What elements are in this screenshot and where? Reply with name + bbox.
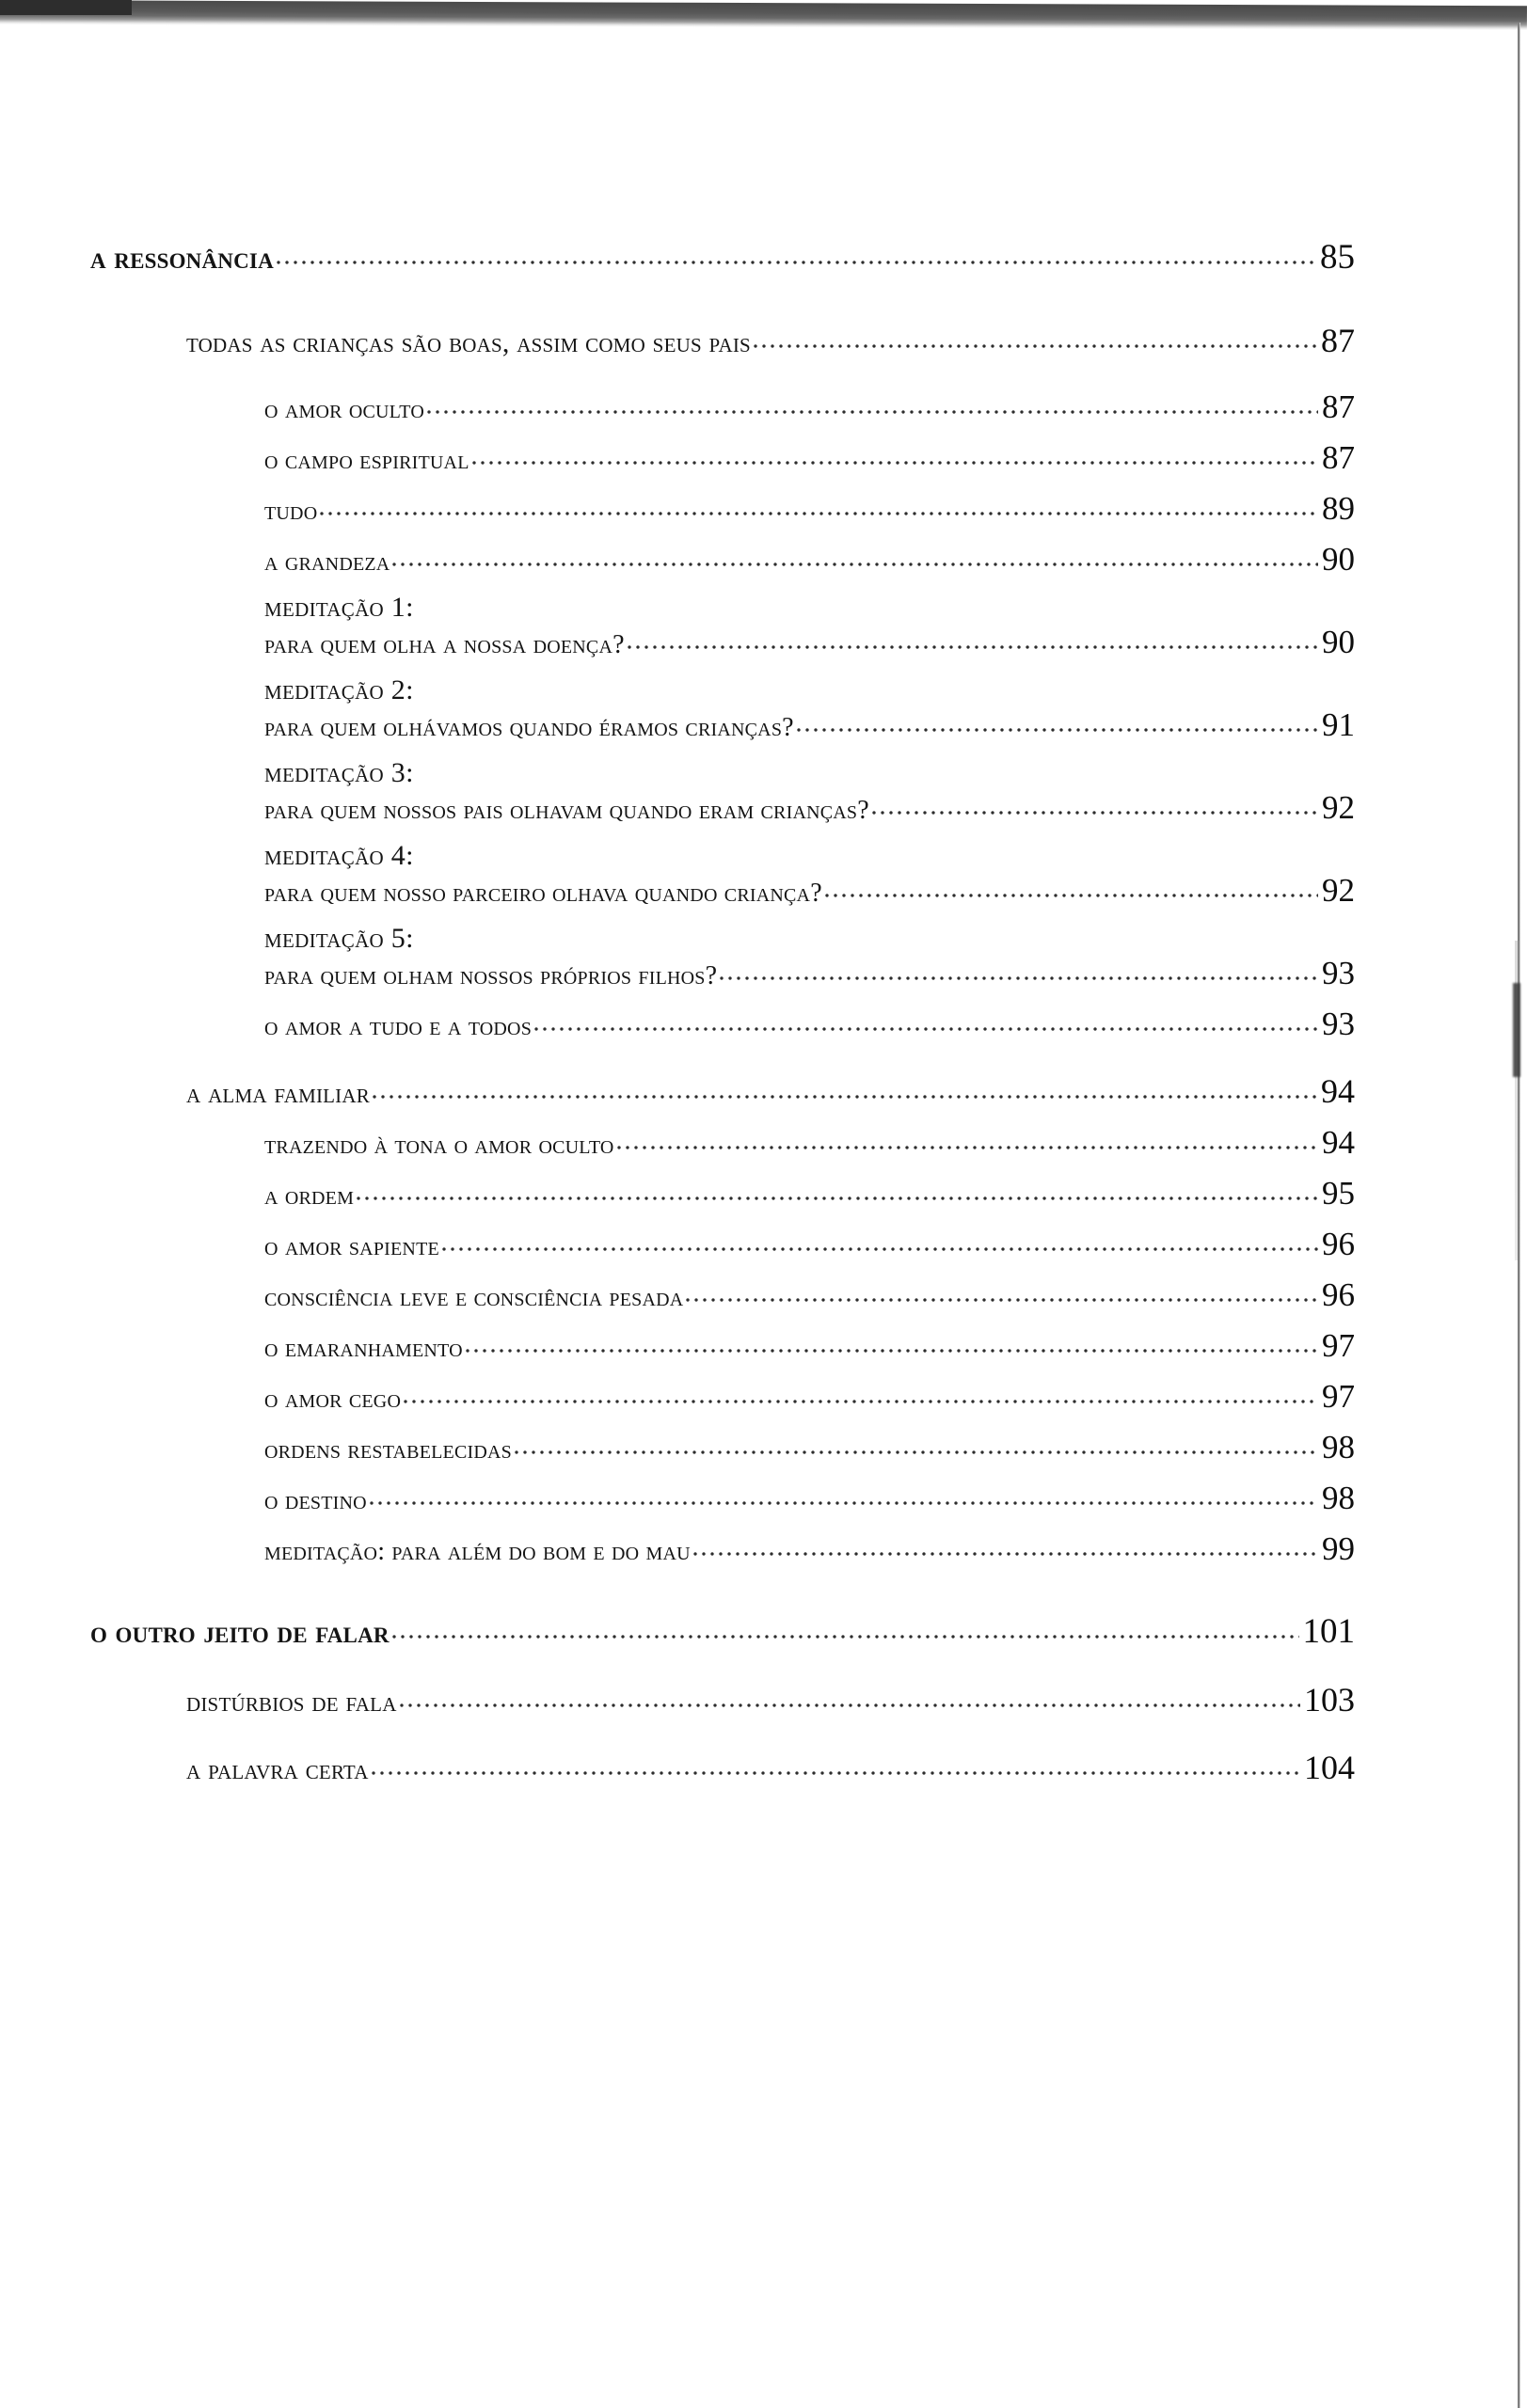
- toc-entry-title: a alma familiar: [186, 1078, 370, 1109]
- dot-leader: [392, 555, 1318, 570]
- toc-entry-title: o outro jeito de falar: [90, 1616, 390, 1650]
- dot-leader: [392, 1627, 1299, 1642]
- toc-page-number: 92: [1322, 872, 1355, 909]
- dot-leader: [357, 1189, 1318, 1204]
- toc-row-spacer: [0, 992, 1527, 1006]
- dot-leader: [720, 969, 1318, 984]
- toc-row-spacer: [0, 1466, 1527, 1480]
- toc-row-spacer: [0, 744, 1527, 757]
- toc-page-number: 98: [1322, 1429, 1355, 1465]
- toc-entry-title: trazendo à tona o amor oculto: [264, 1131, 614, 1160]
- toc-entry-subtitle: para quem olham nossos próprios filhos?: [264, 961, 718, 990]
- toc-page-number: 101: [1302, 1612, 1355, 1651]
- toc-entry[interactable]: [0, 1429, 1527, 1466]
- toc-entry-title: o amor cego: [264, 1385, 402, 1414]
- toc-entry-title: o amor oculto: [264, 395, 424, 424]
- toc-row-spacer: [0, 1111, 1527, 1124]
- toc-row-spacer: [0, 1263, 1527, 1276]
- toc-entry[interactable]: [0, 1226, 1527, 1263]
- dot-leader: [370, 1494, 1318, 1509]
- toc-entry-title: a grandeza: [264, 547, 390, 577]
- dot-leader: [466, 1341, 1318, 1356]
- toc-page-number: 90: [1322, 624, 1355, 660]
- toc-row-spacer: [0, 1314, 1527, 1327]
- toc-entry[interactable]: [0, 541, 1527, 578]
- toc-entry-title: meditação 5:: [264, 923, 414, 954]
- toc-page-number: 87: [1321, 322, 1355, 359]
- toc-entry-title: a ordem: [264, 1181, 355, 1211]
- dot-leader: [825, 886, 1318, 901]
- dot-leader: [373, 1087, 1317, 1102]
- toc-entry-title: o emaranhamento: [264, 1334, 463, 1363]
- toc-entry-label[interactable]: [0, 757, 1527, 789]
- toc-page-number: 94: [1321, 1072, 1355, 1110]
- toc-page-number: 92: [1322, 789, 1355, 826]
- toc-entry-title: a palavra certa: [186, 1754, 369, 1785]
- toc-entry[interactable]: [0, 624, 1527, 661]
- dot-leader: [404, 1392, 1318, 1407]
- dot-leader: [797, 721, 1318, 736]
- toc-page-number: 87: [1322, 388, 1355, 425]
- toc-page-number: 93: [1322, 1006, 1355, 1042]
- toc-entry-title: o destino: [264, 1486, 367, 1515]
- toc-row-spacer: [0, 426, 1527, 439]
- toc-row-spacer: [0, 1568, 1527, 1611]
- toc-entry-title: distúrbios de fala: [186, 1687, 397, 1718]
- toc-row-spacer: [0, 827, 1527, 840]
- scanner-top-corner-shadow: [0, 0, 132, 15]
- toc-page-number: 98: [1322, 1480, 1355, 1516]
- toc-entry[interactable]: [0, 388, 1527, 426]
- table-of-contents: [0, 237, 1527, 1787]
- dot-leader: [693, 1545, 1318, 1560]
- toc-row-spacer: [0, 360, 1527, 388]
- dot-leader: [320, 504, 1318, 519]
- toc-entry-label[interactable]: [0, 674, 1527, 706]
- toc-entry-title: meditação 2:: [264, 674, 414, 705]
- toc-entry-title: o amor a tudo e a todos: [264, 1012, 533, 1041]
- toc-entry[interactable]: [0, 1378, 1527, 1416]
- dot-leader: [534, 1020, 1318, 1035]
- toc-row-spacer: [0, 1416, 1527, 1429]
- dot-leader: [872, 803, 1318, 818]
- toc-row-spacer: [0, 528, 1527, 541]
- dot-leader: [617, 1138, 1318, 1153]
- toc-entry-subtitle: para quem olha a nossa doença?: [264, 630, 625, 659]
- dot-leader: [628, 638, 1318, 653]
- toc-page-number: 93: [1322, 955, 1355, 991]
- toc-entry[interactable]: [0, 321, 1527, 360]
- toc-row-spacer: [0, 1043, 1527, 1071]
- dot-leader: [442, 1240, 1318, 1255]
- dot-leader: [427, 403, 1318, 418]
- toc-row-spacer: [0, 1517, 1527, 1530]
- toc-page-number: 87: [1322, 439, 1355, 476]
- toc-entry[interactable]: [0, 490, 1527, 528]
- toc-entry-title: a ressonância: [90, 242, 274, 276]
- scanner-top-shadow-band: [0, 0, 1527, 30]
- toc-entry-title: o campo espiritual: [264, 446, 469, 475]
- toc-row-spacer: [0, 1719, 1527, 1748]
- toc-page-number: 96: [1322, 1226, 1355, 1262]
- toc-entry[interactable]: [0, 1006, 1527, 1043]
- toc-entry-title: todas as crianças são boas, assim como seus pais: [186, 327, 751, 358]
- toc-row-spacer: [0, 910, 1527, 923]
- toc-page-number: 90: [1322, 541, 1355, 578]
- dot-leader: [277, 253, 1316, 268]
- toc-entry[interactable]: [0, 955, 1527, 992]
- toc-page-number: 89: [1322, 490, 1355, 527]
- toc-entry-title: meditação: para além do bom e do mau: [264, 1537, 691, 1566]
- toc-entry[interactable]: [0, 789, 1527, 827]
- toc-entry-title: o amor sapiente: [264, 1232, 439, 1261]
- toc-entry[interactable]: [0, 1276, 1527, 1314]
- toc-entry-title: meditação 1:: [264, 592, 414, 623]
- toc-entry-label[interactable]: [0, 592, 1527, 624]
- toc-entry-label[interactable]: [0, 923, 1527, 955]
- toc-entry[interactable]: [0, 237, 1527, 277]
- dot-leader: [515, 1443, 1318, 1458]
- toc-entry-title: consciência leve e consciência pesada: [264, 1283, 684, 1312]
- toc-entry-title: ordens restabelecidas: [264, 1435, 512, 1465]
- toc-entry-title: meditação 4:: [264, 840, 414, 871]
- toc-page-number: 96: [1322, 1276, 1355, 1313]
- toc-page-number: 94: [1322, 1124, 1355, 1161]
- toc-page-number: 85: [1320, 238, 1355, 277]
- toc-entry[interactable]: [0, 1480, 1527, 1517]
- toc-entry-subtitle: para quem nosso parceiro olhava quando criança?: [264, 879, 822, 908]
- toc-page-number: 91: [1322, 706, 1355, 743]
- toc-entry-title: tudo: [264, 497, 318, 526]
- dot-leader: [754, 337, 1317, 352]
- toc-entry[interactable]: [0, 706, 1527, 744]
- toc-entry[interactable]: [0, 1611, 1527, 1652]
- dot-leader: [400, 1696, 1300, 1711]
- toc-page-number: 97: [1322, 1378, 1355, 1415]
- toc-entry[interactable]: [0, 1680, 1527, 1719]
- toc-entry-label[interactable]: [0, 840, 1527, 872]
- toc-entry-subtitle: para quem nossos pais olhavam quando eram crianças?: [264, 796, 869, 825]
- toc-row-spacer: [0, 477, 1527, 490]
- toc-row-spacer: [0, 1652, 1527, 1680]
- toc-row-spacer: [0, 1212, 1527, 1226]
- toc-entry[interactable]: [0, 1071, 1527, 1111]
- toc-entry[interactable]: [0, 439, 1527, 477]
- toc-page-number: 104: [1304, 1749, 1355, 1786]
- toc-entry[interactable]: [0, 1748, 1527, 1787]
- toc-row-spacer: [0, 1162, 1527, 1175]
- toc-entry[interactable]: [0, 1124, 1527, 1162]
- toc-entry[interactable]: [0, 872, 1527, 910]
- toc-page-number: 95: [1322, 1175, 1355, 1212]
- toc-entry-title: meditação 3:: [264, 757, 414, 788]
- toc-page-number: 99: [1322, 1530, 1355, 1567]
- dot-leader: [472, 453, 1318, 468]
- toc-entry[interactable]: [0, 1530, 1527, 1568]
- toc-page-number: 103: [1304, 1681, 1355, 1719]
- toc-entry[interactable]: [0, 1327, 1527, 1365]
- dot-leader: [686, 1291, 1318, 1306]
- toc-row-spacer: [0, 661, 1527, 674]
- toc-row-spacer: [0, 578, 1527, 592]
- dot-leader: [372, 1764, 1300, 1779]
- toc-row-spacer: [0, 277, 1527, 321]
- toc-entry[interactable]: [0, 1175, 1527, 1212]
- toc-page-number: 97: [1322, 1327, 1355, 1364]
- toc-entry-subtitle: para quem olhávamos quando éramos crianças?: [264, 713, 794, 742]
- toc-row-spacer: [0, 1365, 1527, 1378]
